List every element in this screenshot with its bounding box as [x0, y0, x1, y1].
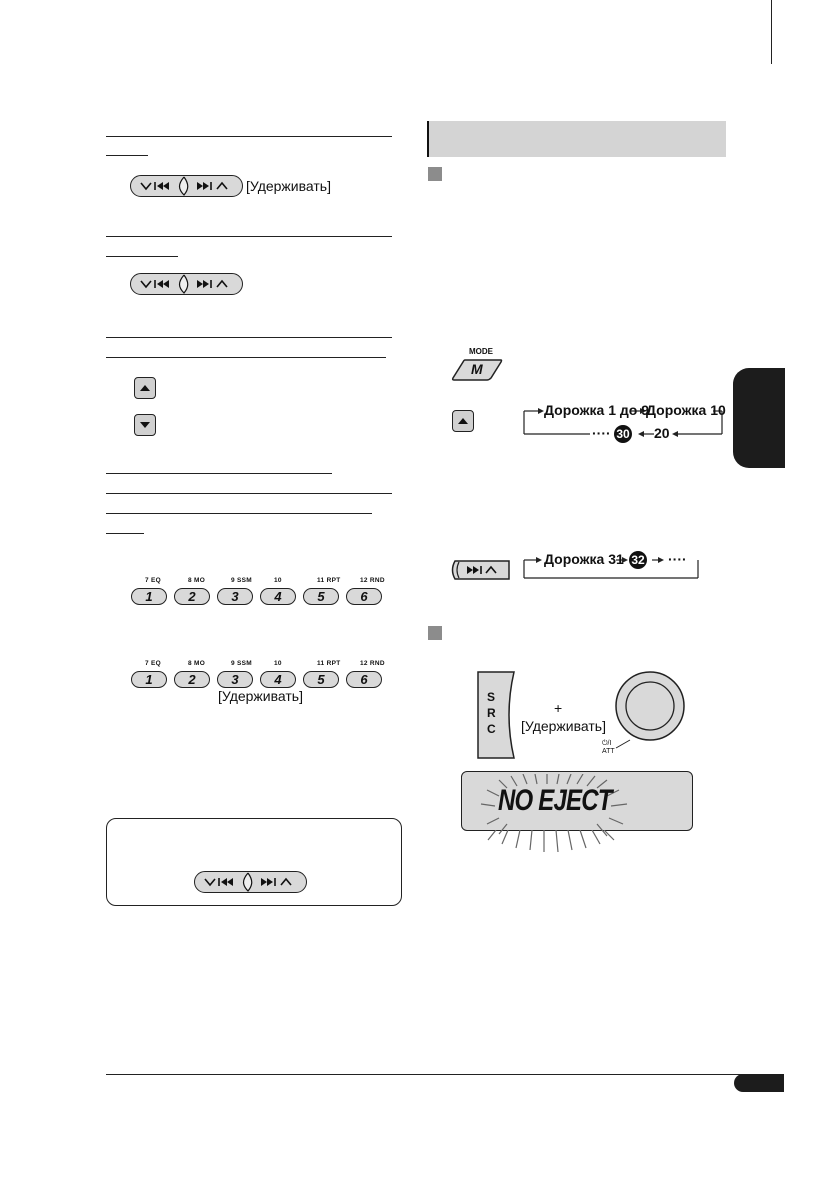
step-marker-1 — [428, 167, 442, 181]
top-right-mark — [771, 0, 772, 64]
preset-button-2[interactable]: 8 MO 2 — [174, 577, 214, 611]
preset-button-1[interactable]: 7 EQ 1 — [131, 577, 171, 611]
preset-button-3[interactable]: 9 SSM 3 — [217, 577, 257, 611]
src-button[interactable]: S R C — [476, 670, 516, 760]
up-button-flow[interactable] — [452, 410, 474, 432]
hold-label-1: [Удерживать] — [246, 178, 331, 194]
src-button-shape-icon — [476, 670, 516, 760]
chapter-tab — [733, 368, 785, 468]
skip-rocker-icon — [131, 176, 241, 196]
flow-track-1-9: Дорожка 1 до 9 — [544, 402, 650, 418]
preset-button-6[interactable]: 12 RND 6 — [346, 577, 386, 611]
hold-label-3: [Удерживать] — [521, 718, 606, 734]
left-rule-5 — [106, 493, 392, 494]
left-rule-6 — [106, 513, 372, 514]
up-arrow-icon — [453, 411, 473, 431]
left-rule-1 — [106, 136, 392, 137]
skip-forward-button[interactable] — [449, 559, 511, 581]
skip-button-1[interactable] — [130, 175, 243, 197]
skip-rocker-icon — [131, 274, 241, 294]
display-text: NO EJECT — [498, 784, 612, 817]
plus-sign: + — [554, 700, 563, 716]
preset-button-5[interactable]: 11 RPT 5 — [303, 660, 343, 694]
footer-rule — [106, 1074, 780, 1075]
flow-track-10: Дорожка 10 — [646, 402, 726, 418]
left-rule-6b — [106, 533, 144, 534]
left-rule-2 — [106, 236, 392, 237]
skip-button-2[interactable] — [130, 273, 243, 295]
skip-forward-icon — [449, 559, 511, 581]
up-arrow-icon — [135, 378, 155, 398]
section-header-bar — [427, 121, 726, 157]
left-rule-3b — [106, 357, 386, 358]
lcd-display — [461, 771, 693, 831]
note-box — [106, 818, 402, 906]
preset-button-2[interactable]: 8 MO 2 — [174, 660, 214, 694]
left-rule-2b — [106, 256, 178, 257]
flow-dots-1: ···· — [592, 425, 611, 441]
down-arrow-icon — [135, 415, 155, 435]
mode-button[interactable]: M — [451, 358, 503, 382]
flow-track-31: Дорожка 31 — [544, 551, 624, 567]
preset-button-6[interactable]: 12 RND 6 — [346, 660, 386, 694]
mode-label: MODE — [469, 347, 493, 356]
left-rule-1b — [106, 155, 148, 156]
flow-dots-2: ···· — [668, 551, 687, 567]
power-att-label-1: ⏻/I — [602, 740, 612, 747]
flow-num-20: 20 — [654, 425, 670, 441]
control-dial[interactable] — [614, 670, 686, 742]
flow-num-30: 30 — [614, 425, 632, 443]
hold-label-2: [Удерживать] — [218, 688, 303, 704]
preset-button-1[interactable]: 7 EQ 1 — [131, 660, 171, 694]
power-att-label-2: ATT — [602, 748, 615, 755]
preset-button-3[interactable]: 9 SSM 3 — [217, 660, 257, 694]
preset-button-4[interactable]: 10 4 — [260, 577, 300, 611]
flash-burst-lower — [476, 830, 636, 858]
control-dial-icon — [614, 670, 686, 742]
left-rule-3 — [106, 337, 392, 338]
left-rule-4 — [106, 473, 332, 474]
preset-button-5[interactable]: 11 RPT 5 — [303, 577, 343, 611]
preset-button-4[interactable]: 10 4 — [260, 660, 300, 694]
step-marker-2 — [428, 626, 442, 640]
down-button[interactable] — [134, 414, 156, 436]
att-pointer — [614, 738, 634, 750]
page-number-tab — [734, 1074, 784, 1092]
flow-num-32: 32 — [629, 551, 647, 569]
up-button[interactable] — [134, 377, 156, 399]
skip-button-3[interactable] — [194, 871, 307, 893]
skip-rocker-icon — [195, 872, 305, 892]
